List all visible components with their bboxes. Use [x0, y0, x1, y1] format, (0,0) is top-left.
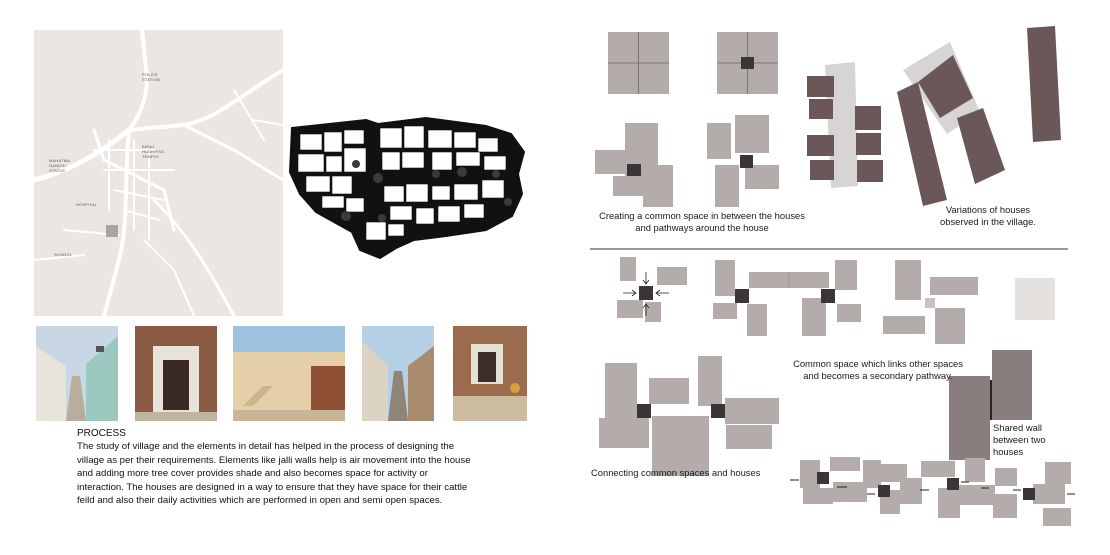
caption-common-space: Creating a common space in between the houses and pathways around the house [599, 210, 805, 233]
photo-house-doorway [135, 326, 217, 421]
pinwheel-a [595, 123, 673, 207]
pathway-cores-diagram [790, 457, 1075, 526]
photo-house-courtyard [453, 326, 527, 421]
caption-common-link: Common space which links other spaces and becomes a secondary pathway. [793, 358, 963, 381]
quad-house-core [717, 32, 778, 94]
process-description [77, 427, 477, 507]
caption-variations: Variations of houses observed in the village. [940, 204, 1036, 227]
photo-village-street [36, 326, 118, 421]
house-typology-diagrams [585, 20, 1085, 540]
quad-house-plain [608, 32, 669, 94]
map-label-statue: MAHATMA GANDHI STATUE [49, 158, 70, 173]
photo-village-lane [362, 326, 434, 421]
photo-house-stairs [233, 326, 345, 421]
caption-connecting: Connecting common spaces and houses [591, 467, 761, 478]
map-label-school: SCHOOL [54, 252, 73, 257]
connecting-spaces-diagram [599, 356, 779, 476]
village-plan-drawing [286, 112, 526, 260]
tall-house-block [1027, 26, 1061, 142]
process-body: The study of village and the elements in detail has helped in the process of designing the village as per their requirements. Elements like jalli walls help is air movement into the house and adding more tree cover provides shade and also becomes space for activity or interaction. The houses are designed in a way to ensure that they have space for their cattle feild and also their daily activities which are performed in open and semi open spaces. [77, 441, 471, 507]
map-label-temple: BIRAJ HUDHIYSA TEMPLE [142, 144, 165, 159]
map-label-police-station: POLICE STATION [142, 72, 161, 82]
linked-cores-diagram [713, 260, 861, 336]
arrow-core-diagram [617, 257, 687, 322]
linear-houses-pathway [807, 62, 883, 188]
angled-houses-pathway [897, 42, 1005, 206]
map-label-hospital: HOSPITAL [76, 202, 98, 207]
village-map [34, 30, 283, 316]
caption-shared-wall: Shared wall between two houses [993, 422, 1046, 457]
process-title: PROCESS [77, 428, 126, 439]
soft-houses-diagram [883, 260, 1055, 344]
pinwheel-b [707, 115, 779, 207]
